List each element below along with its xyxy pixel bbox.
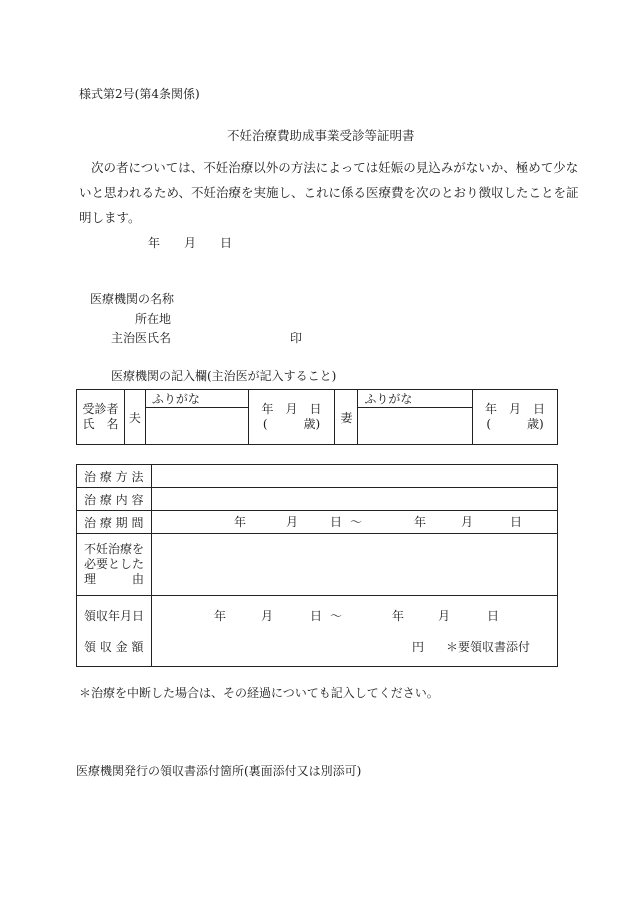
date-day: 日	[220, 236, 233, 250]
receipt-start-year: 年	[213, 609, 226, 623]
reason-label	[77, 534, 152, 596]
patient-table	[76, 389, 558, 445]
patient-label-cell	[77, 390, 125, 445]
receipt-attachment-area: 医療機関発行の領収書添付箇所(裏面添付又は別添可)	[76, 764, 362, 778]
husband-label: 夫	[124, 390, 145, 445]
period-end-month: 月	[460, 515, 473, 529]
treatment-method-label: 治 療 方 法	[77, 465, 152, 488]
treatment-content-label: 治 療 内 容	[77, 488, 152, 511]
interruption-note: ＊治療を中断した場合は、その経過についても記入してください。	[79, 686, 439, 700]
intro-line: いと思われるため、不妊治療を実施し、これに係る医療費を次のとおり徴収したことを証	[79, 185, 579, 200]
receipt-field[interactable]	[151, 596, 557, 667]
patient-label: 受診者	[82, 402, 119, 416]
treatment-table	[76, 464, 558, 667]
intro-line: 明します。	[79, 210, 141, 225]
date-month: 月	[184, 236, 197, 250]
reason-label-line: 理 由	[84, 572, 145, 586]
period-end-day: 日	[509, 515, 522, 529]
treatment-period-label: 治 療 期 間	[77, 511, 152, 534]
date-year: 年	[148, 236, 161, 250]
wife-age: ( 歳)	[486, 417, 544, 431]
receipt-start-month: 月	[260, 609, 273, 623]
intro-paragraph	[79, 155, 579, 230]
receipt-amount-label: 領 収 金 額	[84, 640, 144, 654]
wife-label: 妻	[335, 390, 358, 445]
reason-label-line: 不妊治療を	[84, 542, 145, 556]
wife-furigana-label: ふりがな	[358, 390, 473, 408]
amount-yen: 円	[411, 640, 424, 654]
receipt-labels	[77, 596, 152, 667]
receipt-required-note: ＊要領収書添付	[445, 640, 530, 654]
wife-birth-cell	[473, 390, 558, 445]
period-end-year: 年	[413, 515, 426, 529]
period-start-day: 日	[329, 515, 342, 529]
patient-label: 氏 名	[82, 417, 119, 431]
document-title: 不妊治療費助成事業受診等証明書	[227, 128, 415, 143]
treatment-period-field[interactable]	[151, 511, 557, 534]
treatment-method-field[interactable]	[151, 465, 557, 488]
receipt-end-year: 年	[391, 609, 404, 623]
period-tilde: ～	[349, 515, 362, 529]
husband-age: ( 歳)	[262, 417, 321, 431]
receipt-end-day: 日	[486, 609, 499, 623]
intro-line: 次の者については、不妊治療以外の方法によっては妊娠の見込みがないか、極めて少な	[91, 160, 579, 175]
doctor-name-label: 主治医氏名	[111, 331, 172, 345]
husband-furigana-label: ふりがな	[145, 390, 248, 408]
seal-mark: 印	[290, 331, 303, 345]
husband-birth-cell	[248, 390, 335, 445]
receipt-tilde: ～	[329, 609, 342, 623]
treatment-content-field[interactable]	[151, 488, 557, 511]
institution-address-label: 所在地	[135, 312, 172, 326]
reason-label-line: 必要とした	[84, 557, 145, 571]
form-number: 様式第2号(第4条関係)	[79, 87, 200, 101]
section-label: 医療機関の記入欄(主治医が記入すること)	[111, 369, 337, 383]
receipt-end-month: 月	[437, 609, 450, 623]
wife-birth-date: 年 月 日	[485, 402, 546, 416]
husband-name-field[interactable]	[145, 408, 248, 445]
period-start-year: 年	[233, 515, 246, 529]
reason-field[interactable]	[151, 534, 557, 596]
husband-birth-date: 年 月 日	[261, 402, 322, 416]
period-start-month: 月	[285, 515, 298, 529]
receipt-start-day: 日	[309, 609, 322, 623]
institution-name-label: 医療機関の名称	[90, 292, 175, 306]
wife-name-field[interactable]	[358, 408, 473, 445]
receipt-date-label: 領収年月日	[84, 609, 145, 623]
